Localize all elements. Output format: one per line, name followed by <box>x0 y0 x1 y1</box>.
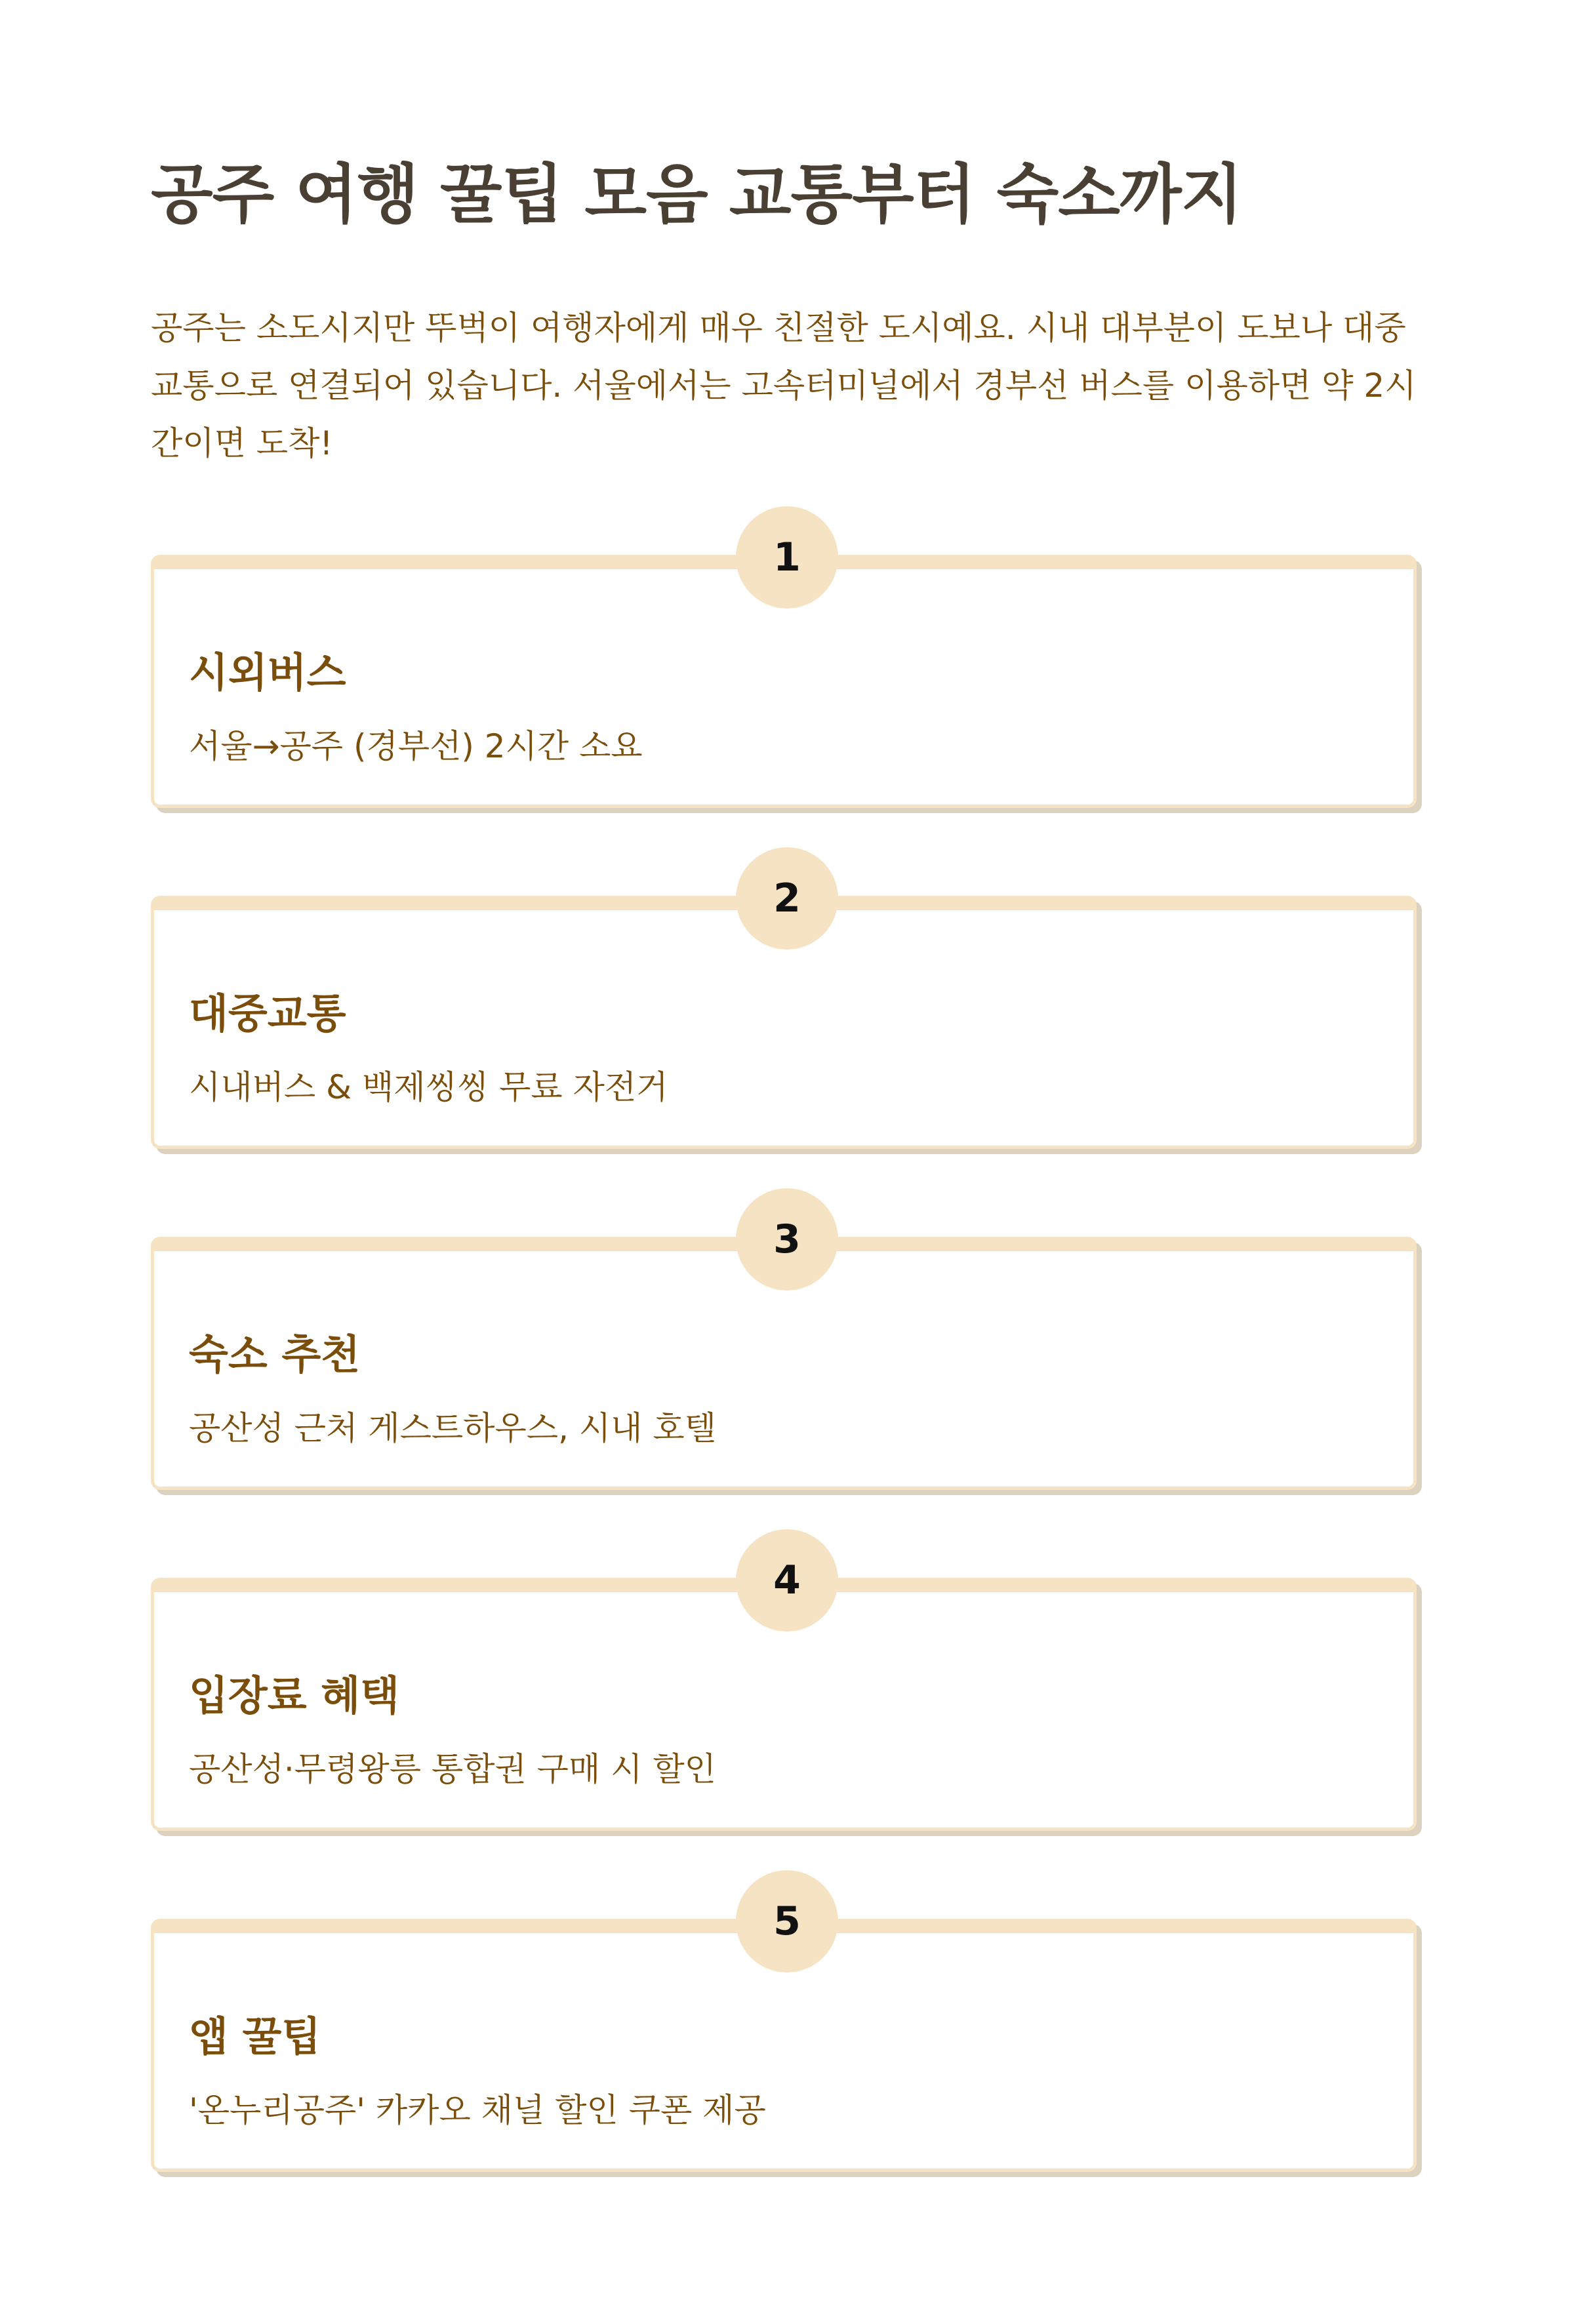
tip-item <box>151 1188 1423 1451</box>
step-number-badge: 2 <box>736 847 838 950</box>
tip-description: '온누리공주' 카카오 채널 할인 쿠폰 제공 <box>189 2091 766 2129</box>
step-number-badge: 5 <box>736 1870 838 1973</box>
tip-item <box>151 1529 1423 1792</box>
tip-title: 시외버스 <box>189 649 346 696</box>
step-number-badge: 4 <box>736 1529 838 1632</box>
intro-paragraph: 공주는 소도시지만 뚜벅이 여행자에게 매우 친절한 도시예요. 시내 대부분이 도보나 대중교통으로 연결되어 있습니다. 서울에서는 고속터미널에서 경부선 버스를 이용하면 약 2시간이면 도착! <box>151 309 1417 462</box>
tip-title: 입장료 혜택 <box>189 1672 400 1719</box>
tip-item <box>151 847 1423 1110</box>
tip-title: 대중교통 <box>189 990 346 1037</box>
tip-title: 숙소 추천 <box>189 1331 361 1378</box>
tip-description: 서울→공주 (경부선) 2시간 소요 <box>189 727 643 765</box>
tip-description: 시내버스 & 백제씽씽 무료 자전거 <box>189 1068 668 1106</box>
page-title: 공주 여행 꿀팁 모음 교통부터 숙소까지 <box>151 157 1243 232</box>
tip-title: 앱 꿀팁 <box>189 2013 321 2060</box>
step-number-badge: 1 <box>736 506 838 609</box>
tip-description: 공산성·무령왕릉 통합권 구매 시 할인 <box>189 1750 716 1788</box>
tip-item <box>151 506 1423 769</box>
step-number-badge: 3 <box>736 1188 838 1291</box>
tip-description: 공산성 근처 게스트하우스, 시내 호텔 <box>189 1409 716 1447</box>
tip-item <box>151 1870 1423 2133</box>
